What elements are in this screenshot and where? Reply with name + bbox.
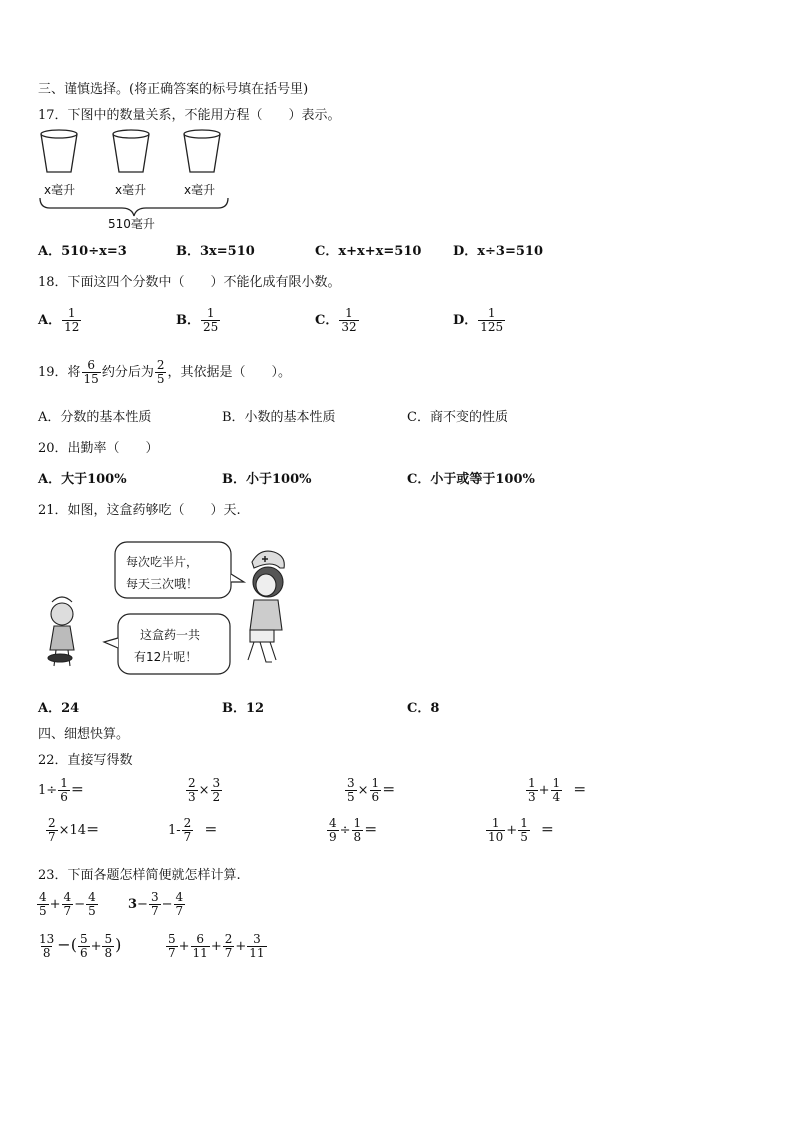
option-letter: D． xyxy=(453,313,478,328)
nurse-speech-line-1: 每次吃半片， xyxy=(126,555,199,569)
cup-2-label: x毫升 xyxy=(115,183,147,197)
q19-option-c: C．商不变的性质 xyxy=(407,410,508,425)
q21-option-c: C．8 xyxy=(407,701,440,716)
cup-1-label: x毫升 xyxy=(44,183,76,197)
expression-1: $\frac{4}{5}$ + $\frac{4}{7}$ − $\frac{4}{5}$ xyxy=(39,890,96,918)
q20-option-c: C．小于或等于100% xyxy=(407,472,535,487)
fraction: $\frac{1}{6}$ xyxy=(60,776,68,804)
fraction: $\frac{1}{5}$ xyxy=(520,816,528,844)
fraction: $\frac{1}{4}$ xyxy=(552,776,561,804)
expression-3: $\frac{13}{8}$ −( $\frac{5}{6}$ + $\frac{5}{8}$ ) xyxy=(39,932,122,960)
option-letter: C． xyxy=(315,313,339,328)
calc-item-7: $\frac{4}{9}$ ÷ $\frac{1}{8}$ ＝ xyxy=(329,816,378,844)
total-label: 510毫升 xyxy=(108,217,155,231)
q19-option-a: A．分数的基本性质 xyxy=(38,410,152,425)
question-23-stem: 23．下面各题怎样简便就怎样计算. xyxy=(38,868,241,883)
fraction: $\frac{1}{6}$ xyxy=(371,776,380,804)
fraction: $\frac{4}{5}$ xyxy=(88,890,96,918)
fraction: $\frac{3}{5}$ xyxy=(347,776,355,804)
girl-speech-line-1: 这盒药一共 xyxy=(140,628,201,642)
fraction: $\frac{6}{15}$ xyxy=(83,358,99,386)
question-21-stem: 21．如图，这盒药够吃（ ）天. xyxy=(38,503,241,518)
section-3-title: 三、谨慎选择。(将正确答案的标号填在括号里) xyxy=(38,82,309,97)
q18-option-c xyxy=(315,307,360,334)
question-19-stem: 19．将 $\frac{6}{15}$ 约分后为 $\frac{2}{5}$ ，其依据是（ ）。 xyxy=(38,358,291,386)
option-letter: A． xyxy=(38,313,62,328)
question-20-stem: 20．出勤率（ ） xyxy=(38,441,159,456)
fraction: $\frac{5}{7}$ xyxy=(168,932,176,960)
fraction: $\frac{1}{3}$ xyxy=(528,776,536,804)
expression-2: 3− $\frac{3}{7}$ − $\frac{4}{7}$ xyxy=(128,890,184,918)
girl-speech-line-2: 有12片呢！ xyxy=(134,650,198,664)
fraction: $\frac{4}{7}$ xyxy=(175,890,184,918)
fraction: $\frac{1}{32}$ xyxy=(341,306,357,334)
cup-3-label: x毫升 xyxy=(184,183,216,197)
fraction: $\frac{13}{8}$ xyxy=(39,932,55,960)
question-22-stem: 22．直接写得数 xyxy=(38,753,133,768)
q19-option-b: B．小数的基本性质 xyxy=(222,410,336,425)
fraction: $\frac{2}{3}$ xyxy=(188,776,196,804)
nurse-speech-line-2: 每天三次哦！ xyxy=(126,577,199,591)
q20-option-a: A．大于100% xyxy=(38,472,127,487)
calc-item-5: $\frac{2}{7}$ ×14＝ xyxy=(48,816,100,844)
expression-4: $\frac{5}{7}$ + $\frac{6}{11}$ + $\frac{2}{7}$ + $\frac{3}{11}$ xyxy=(168,932,265,960)
question-17-stem: 17．下图中的数量关系，不能用方程（ ）表示。 xyxy=(38,108,341,123)
fraction: $\frac{6}{11}$ xyxy=(192,932,208,960)
section-4-title: 四、细想快算。 xyxy=(38,727,130,742)
fraction: $\frac{4}{9}$ xyxy=(329,816,337,844)
fraction: $\frac{1}{10}$ xyxy=(488,816,504,844)
q17-option-a: A．510÷x=3 xyxy=(38,244,127,259)
fraction: $\frac{5}{8}$ xyxy=(104,932,113,960)
calc-item-8: $\frac{1}{10}$ + $\frac{1}{5}$ ＝ xyxy=(488,816,554,844)
fraction: $\frac{3}{2}$ xyxy=(212,776,221,804)
q20-option-b: B．小于100% xyxy=(222,472,312,487)
fraction: $\frac{4}{7}$ xyxy=(63,890,72,918)
question-18-stem: 18．下面这四个分数中（ ）不能化成有限小数。 xyxy=(38,275,341,290)
q18-option-a xyxy=(38,307,82,334)
fraction: $\frac{1}{125}$ xyxy=(480,306,504,334)
fraction: $\frac{1}{25}$ xyxy=(203,306,219,334)
fraction: $\frac{1}{8}$ xyxy=(353,816,362,844)
calc-item-4: $\frac{1}{3}$ + $\frac{1}{4}$ ＝ xyxy=(528,776,587,804)
q17-option-b: B．3x=510 xyxy=(176,244,255,259)
fraction: $\frac{1}{12}$ xyxy=(64,306,80,334)
calc-item-2: $\frac{2}{3}$ × $\frac{3}{2}$ xyxy=(188,776,221,804)
fraction: $\frac{5}{6}$ xyxy=(79,932,88,960)
fraction: $\frac{2}{5}$ xyxy=(156,358,165,386)
calc-item-3: $\frac{3}{5}$ × $\frac{1}{6}$ ＝ xyxy=(347,776,396,804)
fraction: $\frac{3}{7}$ xyxy=(150,890,159,918)
fraction: $\frac{2}{7}$ xyxy=(224,932,233,960)
q17-option-d: D．x÷3=510 xyxy=(453,244,543,259)
q18-option-d xyxy=(453,307,506,334)
calc-item-6: 1- $\frac{2}{7}$ ＝ xyxy=(168,816,218,844)
calc-item-1: 1÷ $\frac{1}{6}$ ＝ xyxy=(38,776,84,804)
fraction: $\frac{2}{7}$ xyxy=(48,816,56,844)
fraction: $\frac{3}{11}$ xyxy=(249,932,265,960)
q21-option-b: B．12 xyxy=(222,701,265,716)
q21-option-a: A．24 xyxy=(38,701,80,716)
option-letter: B． xyxy=(176,313,200,328)
q18-option-b xyxy=(176,307,221,334)
q17-option-c: C．x+x+x=510 xyxy=(315,244,422,259)
fraction: $\frac{4}{5}$ xyxy=(39,890,47,918)
fraction: $\frac{2}{7}$ xyxy=(183,816,192,844)
